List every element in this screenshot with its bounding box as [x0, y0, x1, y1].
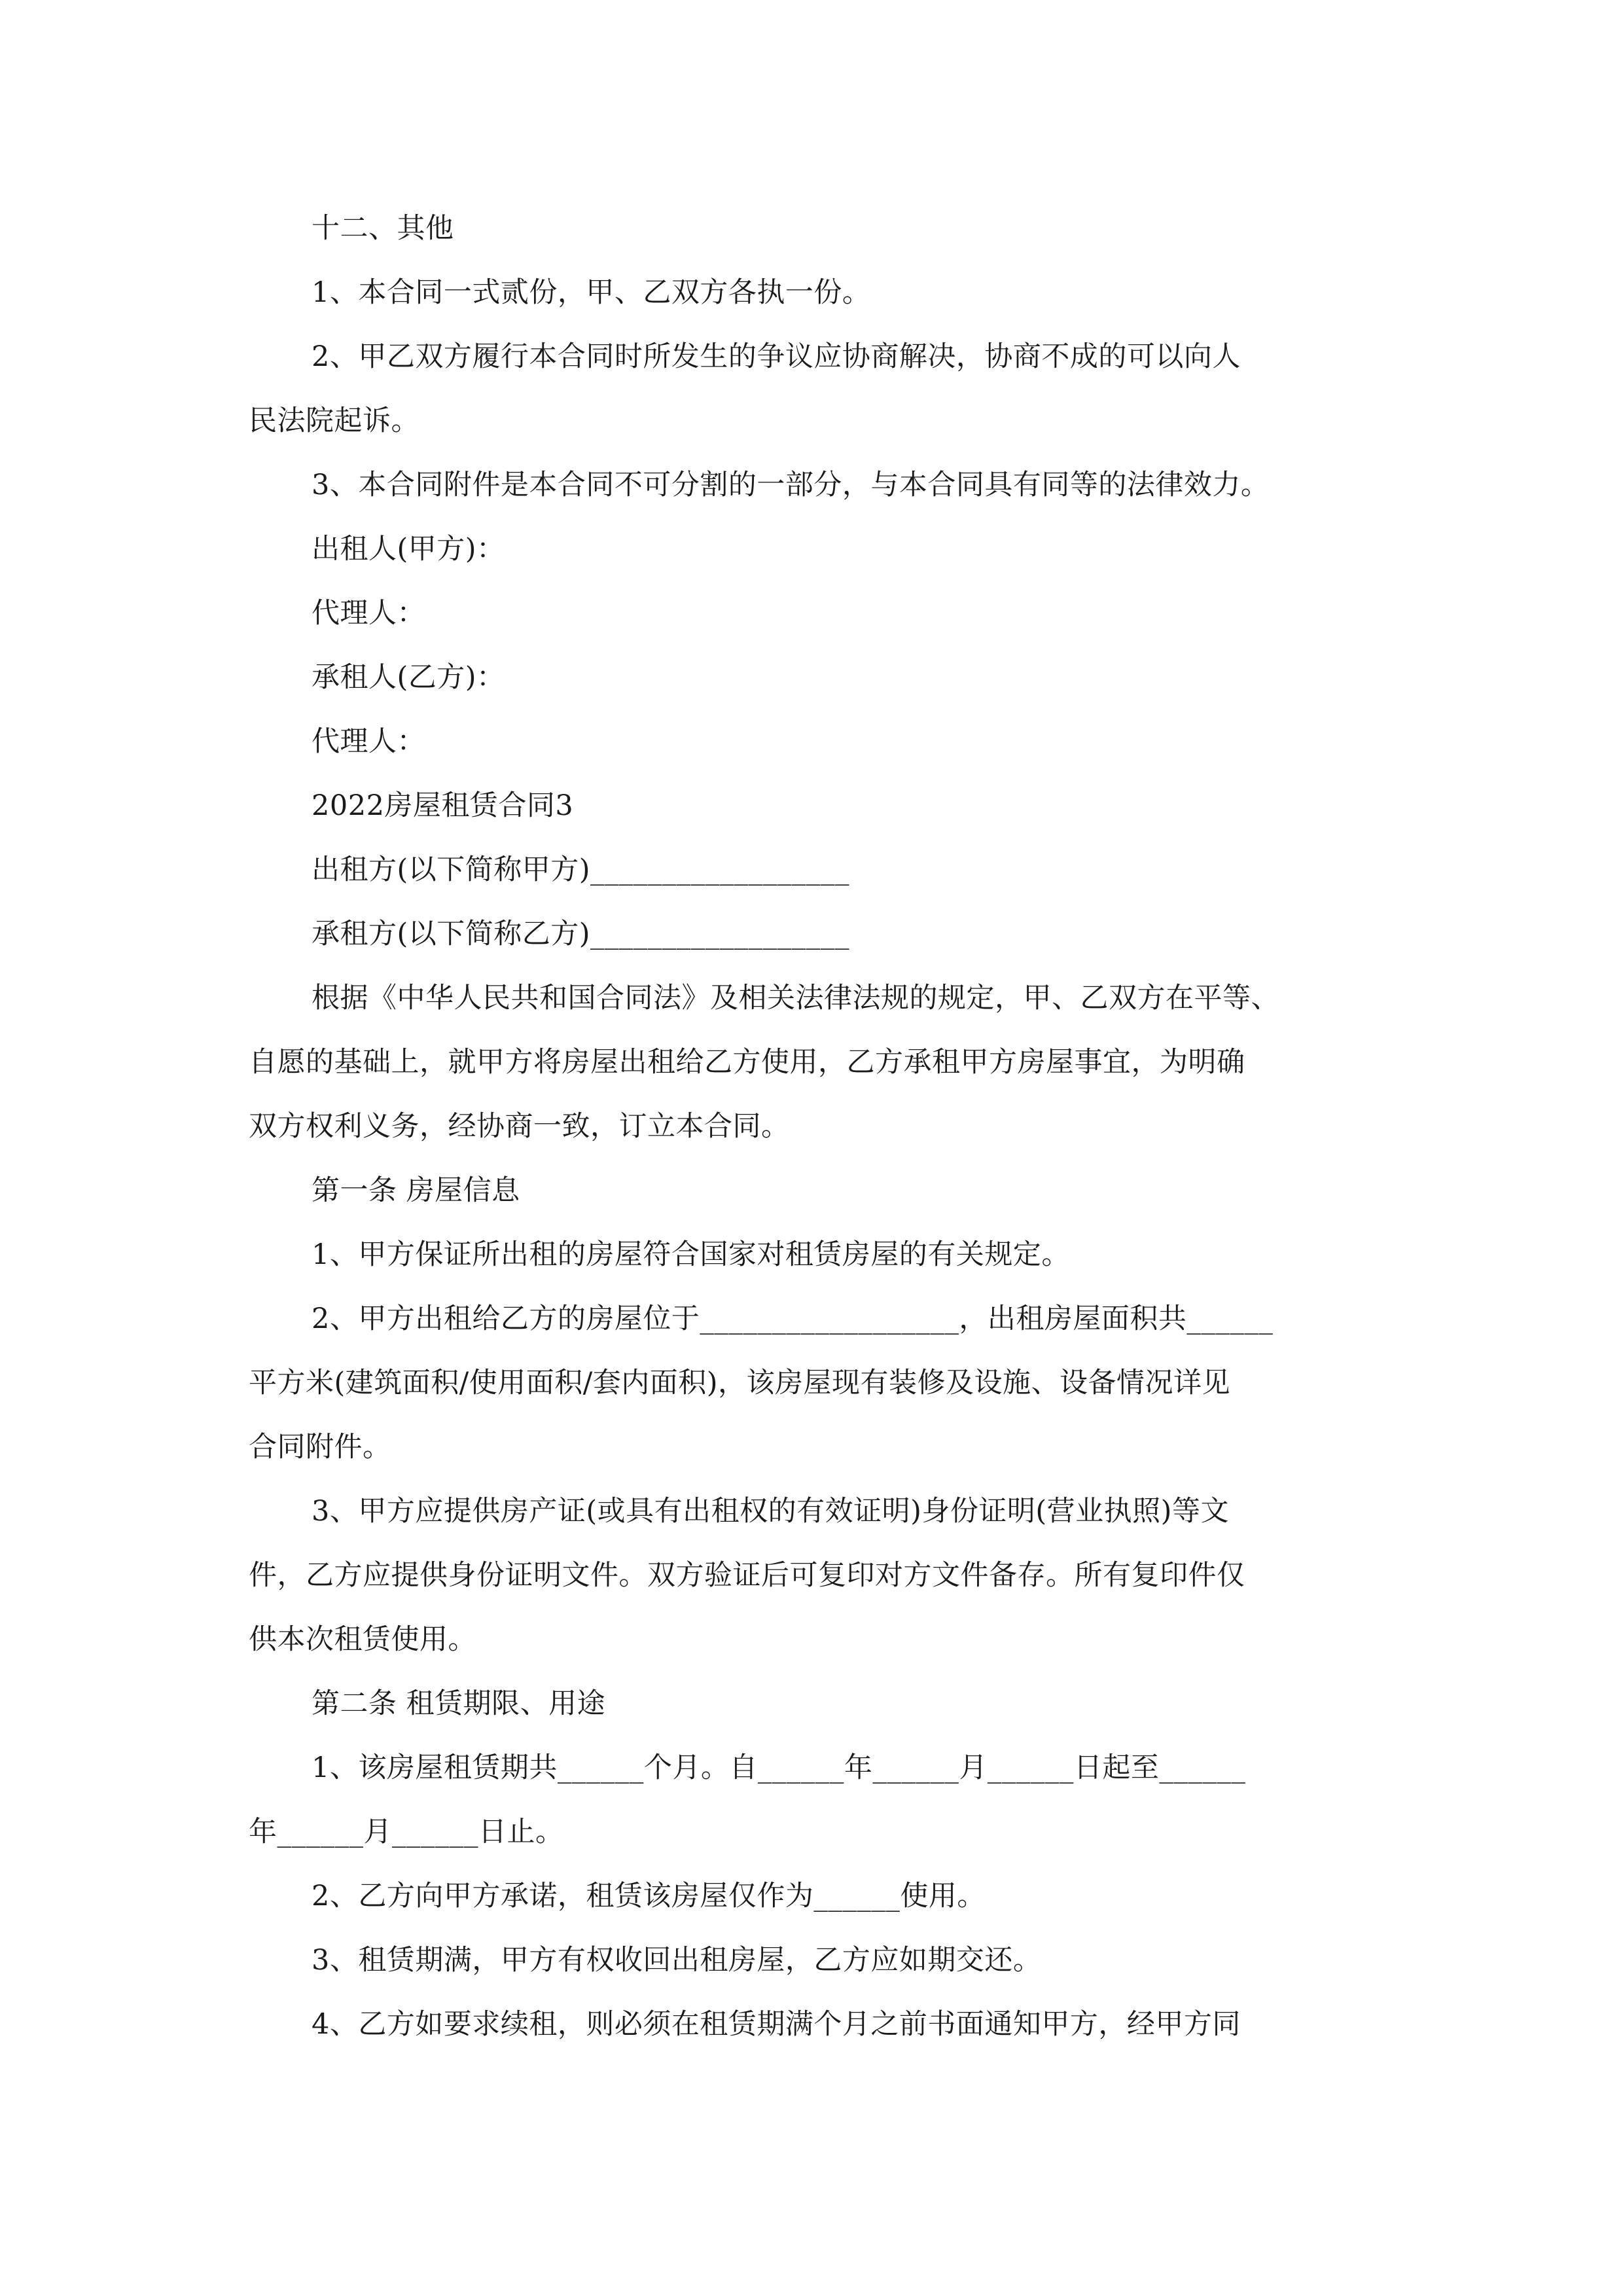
signature-lessee: 承租人(乙方)：	[312, 661, 505, 694]
lessor-field: 出租方(以下简称甲方)__________________	[312, 853, 850, 886]
document-body	[249, 196, 1387, 2056]
paragraph-line: 2、乙方向甲方承诺，租赁该房屋仅作为______使用。	[312, 1880, 986, 1912]
paragraph-line: 双方权利义务，经协商一致，订立本合同。	[249, 1110, 790, 1143]
signature-agent: 代理人：	[312, 597, 425, 630]
paragraph-line: 1、甲方保证所出租的房屋符合国家对租赁房屋的有关规定。	[312, 1238, 1070, 1271]
paragraph-line: 3、本合同附件是本合同不可分割的一部分，与本合同具有同等的法律效力。	[312, 469, 1270, 501]
paragraph-line: 件，乙方应提供身份证明文件。双方验证后可复印对方文件备存。所有复印件仅	[249, 1559, 1245, 1592]
paragraph-line: 3、甲方应提供房产证(或具有出租权的有效证明)身份证明(营业执照)等文	[312, 1495, 1229, 1528]
signature-lessor: 出租人(甲方)：	[312, 533, 505, 565]
paragraph-line: 根据《中华人民共和国合同法》及相关法律法规的规定，甲、乙双方在平等、	[312, 982, 1279, 1014]
paragraph-line: 合同附件。	[249, 1431, 391, 1463]
contract-title: 2022房屋租赁合同3	[312, 789, 574, 822]
paragraph-line: 3、租赁期满，甲方有权收回出租房屋，乙方应如期交还。	[312, 1944, 1042, 1977]
paragraph-line: 4、乙方如要求续租，则必须在租赁期满个月之前书面通知甲方，经甲方同	[312, 2008, 1241, 2041]
article-heading: 第二条 租赁期限、用途	[312, 1687, 606, 1720]
paragraph-line: 1、本合同一式贰份，甲、乙双方各执一份。	[312, 276, 871, 309]
paragraph-line: 1、该房屋租赁期共______个月。自______年______月______日起至______	[312, 1751, 1246, 1784]
paragraph-line: 年______月______日止。	[249, 1816, 564, 1848]
paragraph-line: 自愿的基础上，就甲方将房屋出租给乙方使用，乙方承租甲方房屋事宜，为明确	[249, 1046, 1245, 1079]
article-heading: 第一条 房屋信息	[312, 1174, 520, 1207]
signature-agent: 代理人：	[312, 725, 425, 758]
paragraph-line: 2、甲乙双方履行本合同时所发生的争议应协商解决，协商不成的可以向人	[312, 340, 1241, 373]
paragraph-line: 2、甲方出租给乙方的房屋位于__________________，出租房屋面积共______	[312, 1302, 1274, 1335]
paragraph-line: 平方米(建筑面积/使用面积/套内面积)，该房屋现有装修及设施、设备情况详见	[249, 1367, 1231, 1399]
paragraph-line: 供本次租赁使用。	[249, 1623, 476, 1656]
section-heading: 十二、其他	[312, 212, 454, 245]
lessee-field: 承租方(以下简称乙方)__________________	[312, 918, 850, 950]
paragraph-line: 民法院起诉。	[249, 404, 419, 437]
